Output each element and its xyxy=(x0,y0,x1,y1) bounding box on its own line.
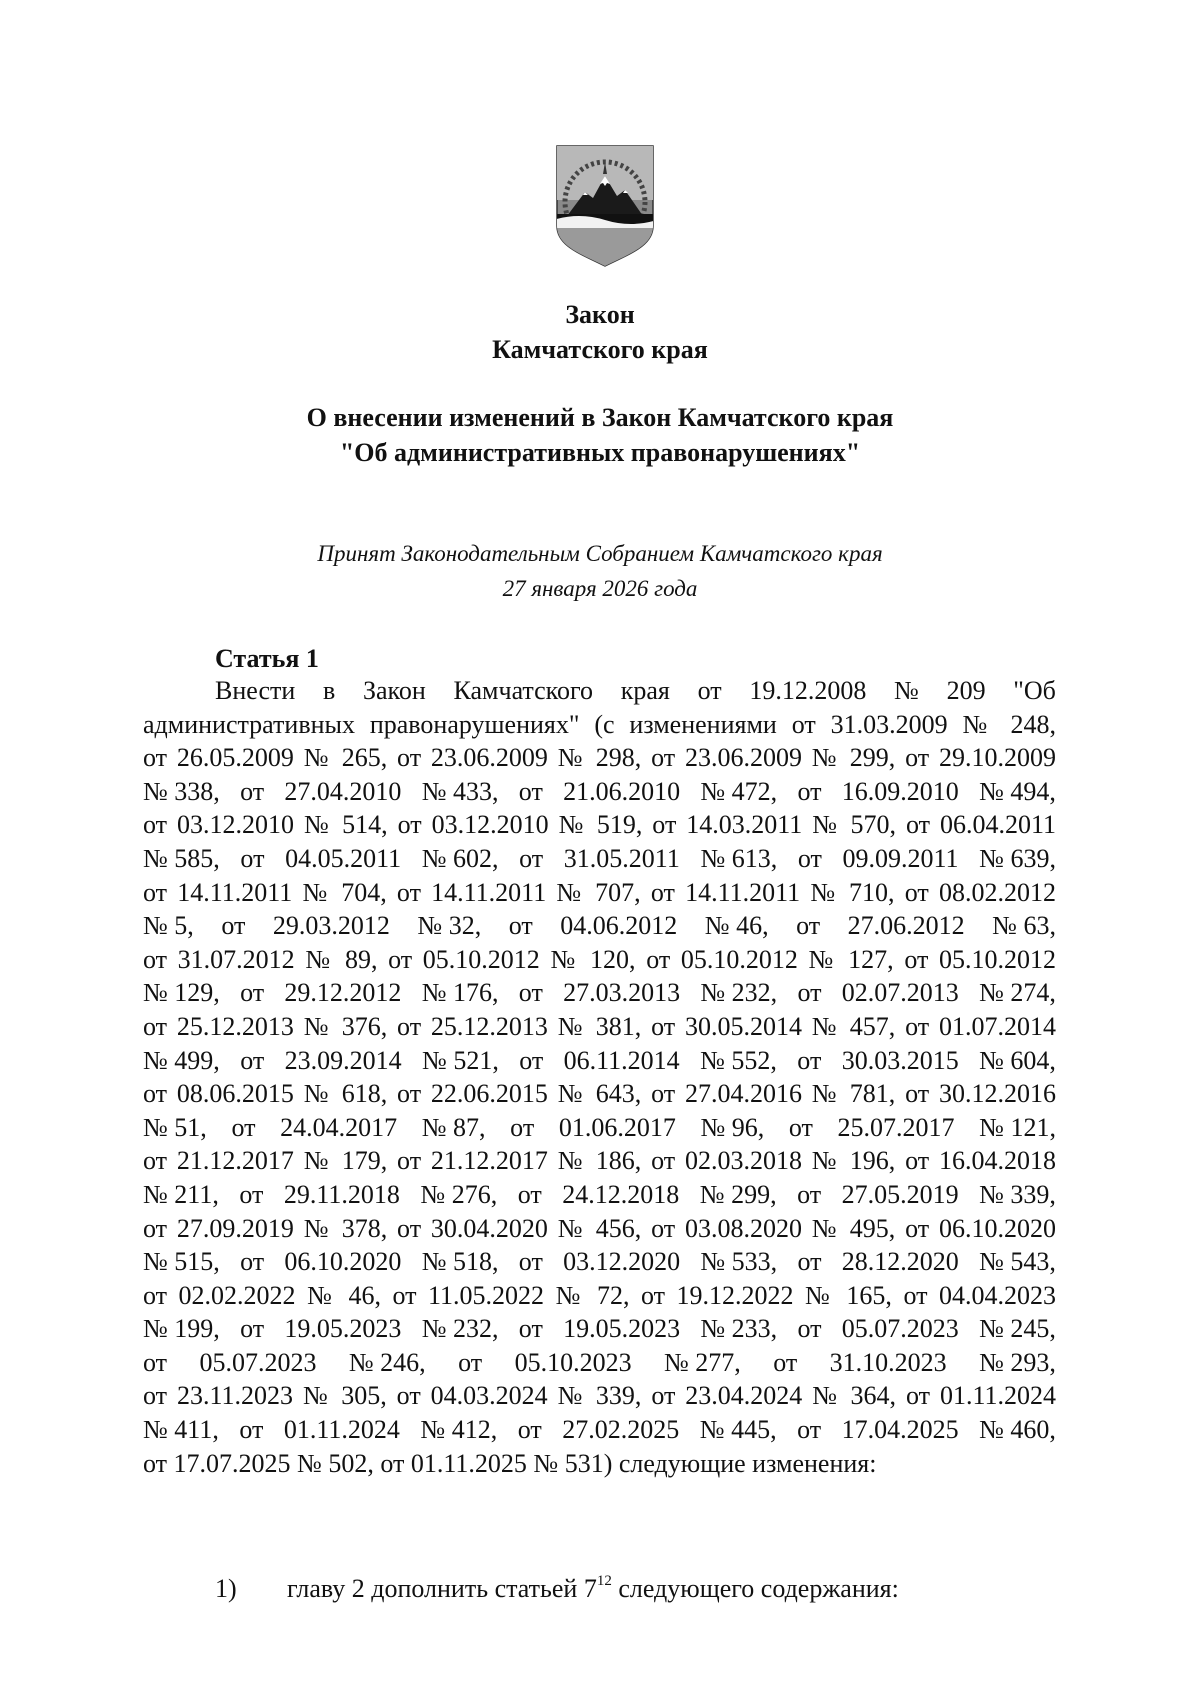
article-body-word: № 176, xyxy=(421,978,499,1008)
article-body-word: от xyxy=(797,978,822,1008)
list-item-superscript: 12 xyxy=(596,1573,612,1590)
article-body-word: от xyxy=(788,1112,813,1142)
article-body-word: от xyxy=(458,1347,483,1377)
article-body-word: 19.12.2008 xyxy=(749,676,867,705)
article-body-word: № 51, xyxy=(143,1112,207,1142)
article-body-line: от 27.09.2019 № 378, от 30.04.2020 № 456, от 03.08.2020 № 495, от 06.10.2020 xyxy=(143,1213,1056,1243)
list-item-text-after: следующего содержания: xyxy=(611,1574,899,1603)
article-body-word: от xyxy=(519,843,544,873)
article-body-word: 16.09.2010 xyxy=(841,776,959,806)
article-body-word: 06.11.2014 xyxy=(563,1045,680,1075)
article-body-word: № 338, xyxy=(143,776,220,806)
article-body-word: 30.03.2015 xyxy=(841,1045,959,1075)
article-body-word: 24.12.2018 xyxy=(562,1179,680,1209)
article-body-word: № 602, xyxy=(421,843,499,873)
article-body-word: от xyxy=(518,978,543,1008)
article-body-word: № 499, xyxy=(143,1045,220,1075)
article-body-word: 05.10.2023 xyxy=(514,1347,632,1377)
list-item-1 xyxy=(215,1571,899,1606)
article-body-word: № 121, xyxy=(979,1112,1056,1142)
article-body-word: 27.05.2019 xyxy=(841,1179,959,1209)
article-body-word: 27.02.2025 xyxy=(562,1415,680,1445)
article-body-line xyxy=(143,1178,1056,1212)
article-body-word: № 533, xyxy=(700,1247,778,1277)
article-body-word: от xyxy=(517,1415,542,1445)
article-body-word: 01.06.2017 xyxy=(558,1112,676,1142)
article-body-line: от 17.07.2025 № 502, от 01.11.2025 № 531) следующие изменения: xyxy=(143,1448,877,1478)
article-body-word: от xyxy=(797,1179,822,1209)
article-body-word: 01.11.2024 xyxy=(283,1415,400,1445)
article-body-word: 27.03.2013 xyxy=(563,978,681,1008)
article-body-word: № 5, xyxy=(143,911,194,941)
article-body-word: от xyxy=(239,1179,264,1209)
adoption-note xyxy=(140,536,1060,606)
article-body-word: № 87, xyxy=(421,1112,486,1142)
article-body-word: края xyxy=(620,676,670,705)
article-body-word: № 276, xyxy=(420,1179,498,1209)
article-body-line: от 02.02.2022 № 46, от 11.05.2022 № 72, от 19.12.2022 № 165, от 04.04.2023 xyxy=(143,1280,1056,1310)
article-body-word: 02.07.2013 xyxy=(841,978,959,1008)
article-body-line xyxy=(143,842,1056,876)
article-body-word: 19.05.2023 xyxy=(284,1314,402,1344)
article-body-word: в xyxy=(322,676,336,705)
article-body-word: от xyxy=(518,776,543,806)
article-body-word: 27.06.2012 xyxy=(847,911,965,941)
article-body xyxy=(143,674,1056,1480)
article-body-word: № 299, xyxy=(699,1179,777,1209)
article-body-word: от xyxy=(240,978,265,1008)
article-body-word: от xyxy=(773,1347,798,1377)
article-body-word: № 129, xyxy=(143,978,220,1008)
article-body-word: № 472, xyxy=(700,776,778,806)
article-body-word: от xyxy=(797,1314,822,1344)
article-body-word: № 46, xyxy=(704,911,769,941)
article-body-word: от xyxy=(240,843,265,873)
article-body-word: от xyxy=(518,1247,543,1277)
article-body-word: 29.03.2012 xyxy=(272,911,390,941)
article-body-word: № 274, xyxy=(979,978,1056,1008)
article-body-word: № 604, xyxy=(979,1045,1056,1075)
article-body-word: № 32, xyxy=(417,911,482,941)
article-body-word: от xyxy=(143,1347,168,1377)
article-body-line: административных правонарушениях" (с изменениями от 31.03.2009 № 248, xyxy=(143,709,1056,739)
article-body-line xyxy=(143,976,1056,1010)
kamchatka-coat-of-arms-icon xyxy=(553,140,657,268)
law-title xyxy=(140,297,1060,367)
article-body-word: 09.09.2011 xyxy=(842,843,959,873)
article-body-word: № 460, xyxy=(979,1415,1056,1445)
article-body-word: № 211, xyxy=(143,1179,219,1209)
article-body-word: "Об xyxy=(1013,676,1056,705)
article-body-line xyxy=(143,1245,1056,1279)
article-body-word: от xyxy=(508,911,533,941)
law-title-line1: Закон xyxy=(565,300,635,329)
article-body-word: от xyxy=(239,1415,264,1445)
article-body-line: от 14.11.2011 № 704, от 14.11.2011 № 707, от 14.11.2011 № 710, от 08.02.2012 xyxy=(143,877,1056,907)
law-subject-line2: "Об административных правонарушениях" xyxy=(339,438,861,467)
article-body-word: от xyxy=(797,1247,822,1277)
article-body-word: от xyxy=(240,1247,265,1277)
article-heading: Статья 1 xyxy=(215,644,319,673)
article-body-word: № 411, xyxy=(143,1415,219,1445)
article-body-word: № 639, xyxy=(979,843,1056,873)
article-body-word: № 585, xyxy=(143,843,220,873)
article-body-word: от xyxy=(697,676,722,705)
law-title-line2: Камчатского края xyxy=(492,335,708,364)
article-body-line: от 21.12.2017 № 179, от 21.12.2017 № 186, от 02.03.2018 № 196, от 16.04.2018 xyxy=(143,1146,1056,1176)
article-body-word: 05.07.2023 xyxy=(199,1347,317,1377)
article-body-word: № 494, xyxy=(979,776,1056,806)
law-subject-line1: О внесении изменений в Закон Камчатского края xyxy=(306,403,894,432)
article-body-word: 21.06.2010 xyxy=(563,776,681,806)
article-body-word: 17.04.2025 xyxy=(841,1415,959,1445)
article-body-word: 209 xyxy=(946,676,986,705)
article-body-word: от xyxy=(796,911,821,941)
article-body-word: 29.12.2012 xyxy=(284,978,402,1008)
article-body-word: от xyxy=(797,1415,822,1445)
article-body-line xyxy=(143,1346,1056,1380)
article-body-line: от 03.12.2010 № 514, от 03.12.2010 № 519, от 14.03.2011 № 570, от 06.04.2011 xyxy=(143,810,1056,840)
article-body-line xyxy=(143,909,1056,943)
article-body-word: № 199, xyxy=(143,1314,220,1344)
article-body-word: № 246, xyxy=(348,1347,426,1377)
article-body-word: от xyxy=(240,1045,265,1075)
article-body-word: 04.06.2012 xyxy=(560,911,678,941)
article-body-word: № 245, xyxy=(979,1314,1056,1344)
article-body-word: 29.11.2018 xyxy=(283,1179,400,1209)
article-body-line xyxy=(143,1312,1056,1346)
article-body-word: 28.12.2020 xyxy=(841,1247,959,1277)
article-body-word: № 515, xyxy=(143,1247,220,1277)
article-body-word: от xyxy=(510,1112,535,1142)
article-body-word: № 521, xyxy=(422,1045,499,1075)
article-body-word: от xyxy=(221,911,246,941)
article-body-word: от xyxy=(240,1314,265,1344)
article-body-word: от xyxy=(797,1045,822,1075)
article-body-word: № xyxy=(894,676,919,705)
article-body-word: № 232, xyxy=(700,978,778,1008)
article-body-word: 05.07.2023 xyxy=(841,1314,959,1344)
article-body-word: от xyxy=(518,1314,543,1344)
article-body-word: от xyxy=(519,1045,544,1075)
article-body-line: от 08.06.2015 № 618, от 22.06.2015 № 643, от 27.04.2016 № 781, от 30.12.2016 xyxy=(143,1079,1056,1109)
list-item-number: 1) xyxy=(215,1574,237,1603)
article-body-line xyxy=(143,674,1056,708)
article-body-word: 06.10.2020 xyxy=(284,1247,402,1277)
article-body-word: 03.12.2020 xyxy=(563,1247,681,1277)
article-body-word: № 445, xyxy=(699,1415,777,1445)
adoption-note-line1: Принят Законодательным Собранием Камчатского края xyxy=(317,541,883,566)
article-body-word: Камчатского xyxy=(453,676,593,705)
adoption-date: 27 января 2026 года xyxy=(502,576,698,601)
article-body-word: № 412, xyxy=(420,1415,498,1445)
article-body-word: 27.04.2010 xyxy=(284,776,402,806)
article-body-word: № 293, xyxy=(979,1347,1056,1377)
article-body-line xyxy=(143,1111,1056,1145)
article-body-word: № 96, xyxy=(700,1112,765,1142)
article-body-word: № 518, xyxy=(421,1247,499,1277)
article-body-word: 23.09.2014 xyxy=(284,1045,402,1075)
article-body-word: № 339, xyxy=(979,1179,1056,1209)
article-body-word: № 233, xyxy=(700,1314,778,1344)
article-body-word: Внести xyxy=(215,676,296,705)
article-body-word: № 433, xyxy=(421,776,499,806)
article-body-line xyxy=(143,775,1056,809)
article-body-word: № 232, xyxy=(421,1314,499,1344)
article-body-word: № 552, xyxy=(700,1045,777,1075)
article-body-word: № 63, xyxy=(992,911,1056,941)
article-body-line: от 23.11.2023 № 305, от 04.03.2024 № 339, от 23.04.2024 № 364, от 01.11.2024 xyxy=(143,1381,1056,1411)
article-body-line: от 25.12.2013 № 376, от 25.12.2013 № 381, от 30.05.2014 № 457, от 01.07.2014 xyxy=(143,1011,1056,1041)
article-body-word: от xyxy=(231,1112,256,1142)
article-body-word: от xyxy=(517,1179,542,1209)
article-body-word: 19.05.2023 xyxy=(563,1314,681,1344)
article-body-word: 24.04.2017 xyxy=(280,1112,398,1142)
article-body-word: 04.05.2011 xyxy=(285,843,402,873)
article-body-line xyxy=(143,1044,1056,1078)
article-body-word: Закон xyxy=(362,676,426,705)
list-item-text-before: главу 2 дополнить статьей 7 xyxy=(287,1574,597,1603)
article-body-word: 25.07.2017 xyxy=(837,1112,955,1142)
article-body-word: № 543, xyxy=(979,1247,1056,1277)
article-body-word: от xyxy=(797,776,822,806)
article-body-word: от xyxy=(240,776,265,806)
law-subject xyxy=(140,400,1060,470)
article-body-line xyxy=(143,1413,1056,1447)
article-body-word: № 277, xyxy=(663,1347,741,1377)
article-body-word: от xyxy=(797,843,822,873)
article-body-word: 31.05.2011 xyxy=(563,843,680,873)
article-body-word: 31.10.2023 xyxy=(829,1347,947,1377)
article-body-line: от 26.05.2009 № 265, от 23.06.2009 № 298, от 23.06.2009 № 299, от 29.10.2009 xyxy=(143,743,1056,773)
article-body-line: от 31.07.2012 № 89, от 05.10.2012 № 120, от 05.10.2012 № 127, от 05.10.2012 xyxy=(143,944,1056,974)
article-body-word: № 613, xyxy=(700,843,778,873)
